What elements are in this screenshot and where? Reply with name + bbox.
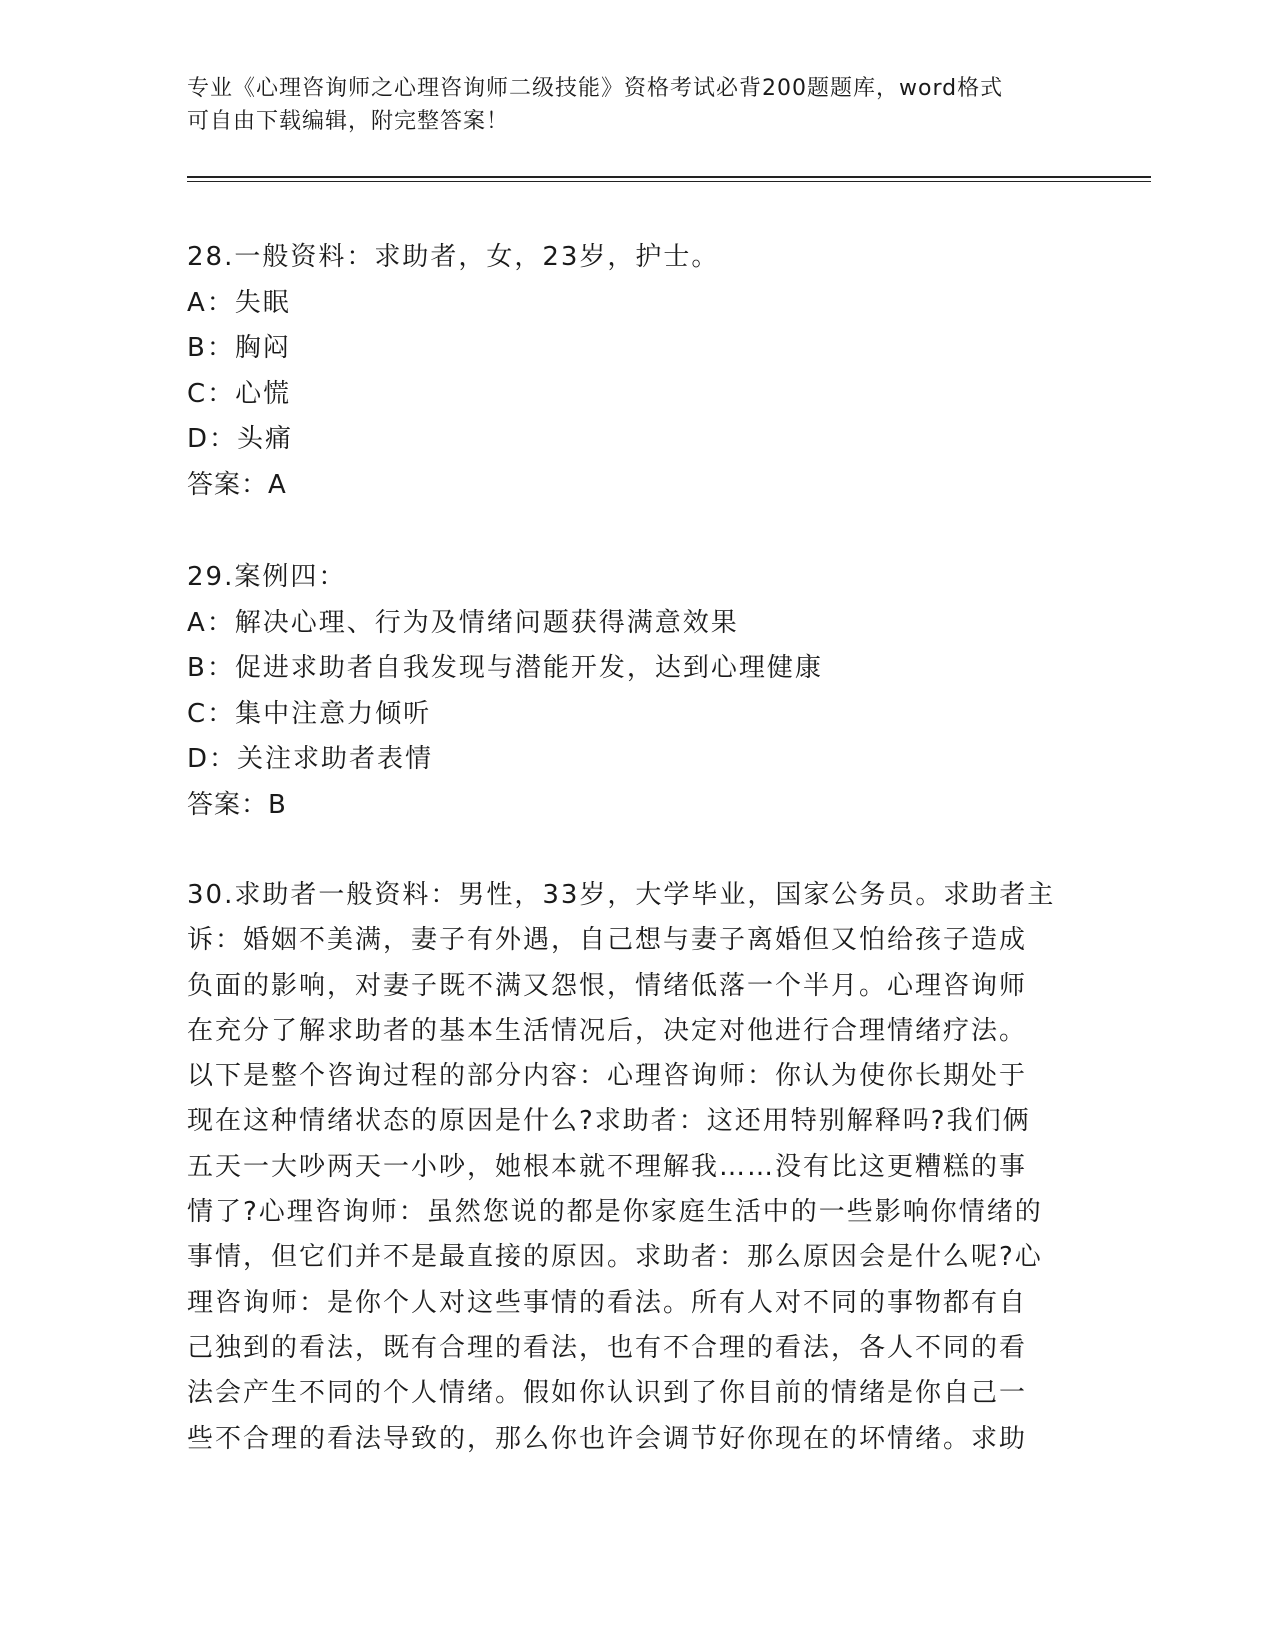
paragraph-line: 负面的影响，对妻子既不满又怨恨，情绪低落一个半月。心理咨询师 (187, 970, 1028, 1001)
paragraph-line: 在充分了解求助者的基本生活情况后，决定对他进行合理情绪疗法。 (187, 1015, 1028, 1046)
paragraph-line: 法会产生不同的个人情绪。假如你认识到了你目前的情绪是你自己一 (187, 1378, 1028, 1409)
paragraph-line: 事情，但它们并不是最直接的原因。求助者：那么原因会是什么呢?心 (187, 1242, 1043, 1273)
header-divider-thin (187, 181, 1151, 182)
option-d: D：头痛 (187, 424, 294, 454)
paragraph-line: 30.求助者一般资料：男性，33岁，大学毕业，国家公务员。求助者主 (187, 880, 1056, 910)
option-c: C：集中注意力倾听 (187, 698, 432, 729)
question-stem: 28.一般资料：求助者，女，23岁，护士。 (187, 242, 720, 272)
paragraph-line: 己独到的看法，既有合理的看法，也有不合理的看法，各人不同的看 (187, 1332, 1028, 1363)
question-30 (187, 873, 1087, 1462)
header-line-1: 专业《心理咨询师之心理咨询师二级技能》资格考试必背200题题库，word格式 (187, 76, 1004, 101)
question-28 (187, 235, 1087, 508)
header-divider-thick (187, 176, 1151, 178)
question-stem: 29.案例四： (187, 562, 347, 592)
document-header (187, 72, 1067, 138)
answer: 答案：A (187, 469, 287, 500)
paragraph-line: 诉：婚姻不美满，妻子有外遇，自己想与妻子离婚但又怕给孩子造成 (187, 925, 1028, 956)
paragraph-line: 以下是整个咨询过程的部分内容：心理咨询师：你认为使你长期处于 (187, 1061, 1028, 1092)
option-b: B：胸闷 (187, 333, 291, 363)
answer: 答案：B (187, 789, 287, 820)
paragraph-line: 现在这种情绪状态的原因是什么?求助者：这还用特别解释吗?我们俩 (187, 1106, 1031, 1137)
option-b: B：促进求助者自我发现与潜能开发，达到心理健康 (187, 653, 823, 683)
header-line-2: 可自由下载编辑，附完整答案！ (187, 109, 510, 134)
option-a: A：解决心理、行为及情绪问题获得满意效果 (187, 607, 739, 638)
option-d: D：关注求助者表情 (187, 744, 434, 774)
question-29 (187, 555, 1087, 828)
option-c: C：心慌 (187, 378, 292, 409)
paragraph-line: 五天一大吵两天一小吵，她根本就不理解我……没有比这更糟糕的事 (187, 1151, 1028, 1182)
paragraph-line: 理咨询师：是你个人对这些事情的看法。所有人对不同的事物都有自 (187, 1287, 1028, 1318)
paragraph-line: 情了?心理咨询师：虽然您说的都是你家庭生活中的一些影响你情绪的 (187, 1197, 1043, 1228)
option-a: A：失眠 (187, 287, 291, 318)
paragraph-line: 些不合理的看法导致的，那么你也许会调节好你现在的坏情绪。求助 (187, 1423, 1028, 1454)
